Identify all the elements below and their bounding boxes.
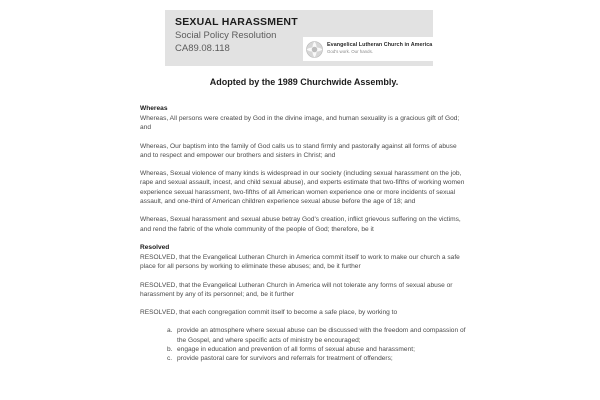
logo-text-block [327, 43, 432, 54]
list-item-marker: b. [167, 346, 173, 354]
document-code: CA89.08.118 [175, 43, 230, 54]
whereas-paragraph: Whereas, All persons were created by God in the divine image, and human sexuality is a gracious gift of God; and [140, 115, 460, 132]
whereas-paragraph: Whereas, Our baptism into the family of God calls us to stand firmly and pastorally against all forms of abuse and to respect and empower our brothers and sisters in Christ; and [140, 142, 457, 159]
logo-organization-name: Evangelical Lutheran Church in America [327, 42, 433, 49]
resolved-paragraph: RESOLVED, that the Evangelical Lutheran Church in America commit itself to work to make our church a safe place for all persons by working to eliminate these abuses; and, be it further [140, 253, 460, 271]
resolved-heading: Resolved [140, 243, 170, 251]
whereas-heading: Whereas [140, 105, 168, 112]
resolved-paragraph: RESOLVED, that each congregation commit itself to become a safe place, by working to [140, 309, 398, 317]
list-item [140, 354, 468, 363]
resolution-sub-items [140, 326, 468, 363]
whereas-paragraph: Whereas, Sexual violence of many kinds is widespread in our society (including sexual harassment on the job, rape and sexual assault, incest, and child sexual abuse), and experts estimate that two-fifths of working women experience sexual harassment, two-fifths of all American women experience one or more incidents of sexual assault, and one-third of American children experience sexual abuse before the age of 18; and [140, 170, 465, 206]
list-item-text: engage in education and prevention of all forms of sexual abuse and harassment; [177, 346, 415, 354]
list-item-text: provide an atmosphere where sexual abuse can be discussed with the freedom and compassion of the Gospel, and where specific acts of ministry be encouraged; [177, 327, 466, 344]
whereas-paragraph: Whereas, Sexual harassment and sexual abuse betray God's creation, inflict grievous suffering on the victims, and rend the fabric of the whole community of the people of God; therefore, be it [140, 216, 461, 233]
adopted-statement: Adopted by the 1989 Churchwide Assembly. [209, 77, 399, 87]
elca-logo-lockup [303, 37, 433, 61]
list-item-text: provide pastoral care for survivors and referrals for treatment of offenders; [177, 355, 393, 363]
document-subtitle: Social Policy Resolution [175, 30, 277, 41]
list-item-marker: c. [167, 355, 173, 363]
logo-tagline: God's work. Our hands. [327, 49, 373, 55]
resolved-paragraph: RESOLVED, that the Evangelical Lutheran Church in America will not tolerate any forms of sexual abuse or harassment by any of its personnel; and, be it further [140, 281, 453, 298]
list-item [140, 345, 468, 354]
elca-cross-globe-icon [306, 41, 323, 58]
page-title: SEXUAL HARASSMENT [175, 16, 298, 28]
document-body [140, 76, 468, 364]
list-item-marker: a. [167, 327, 173, 335]
list-item [140, 326, 468, 345]
